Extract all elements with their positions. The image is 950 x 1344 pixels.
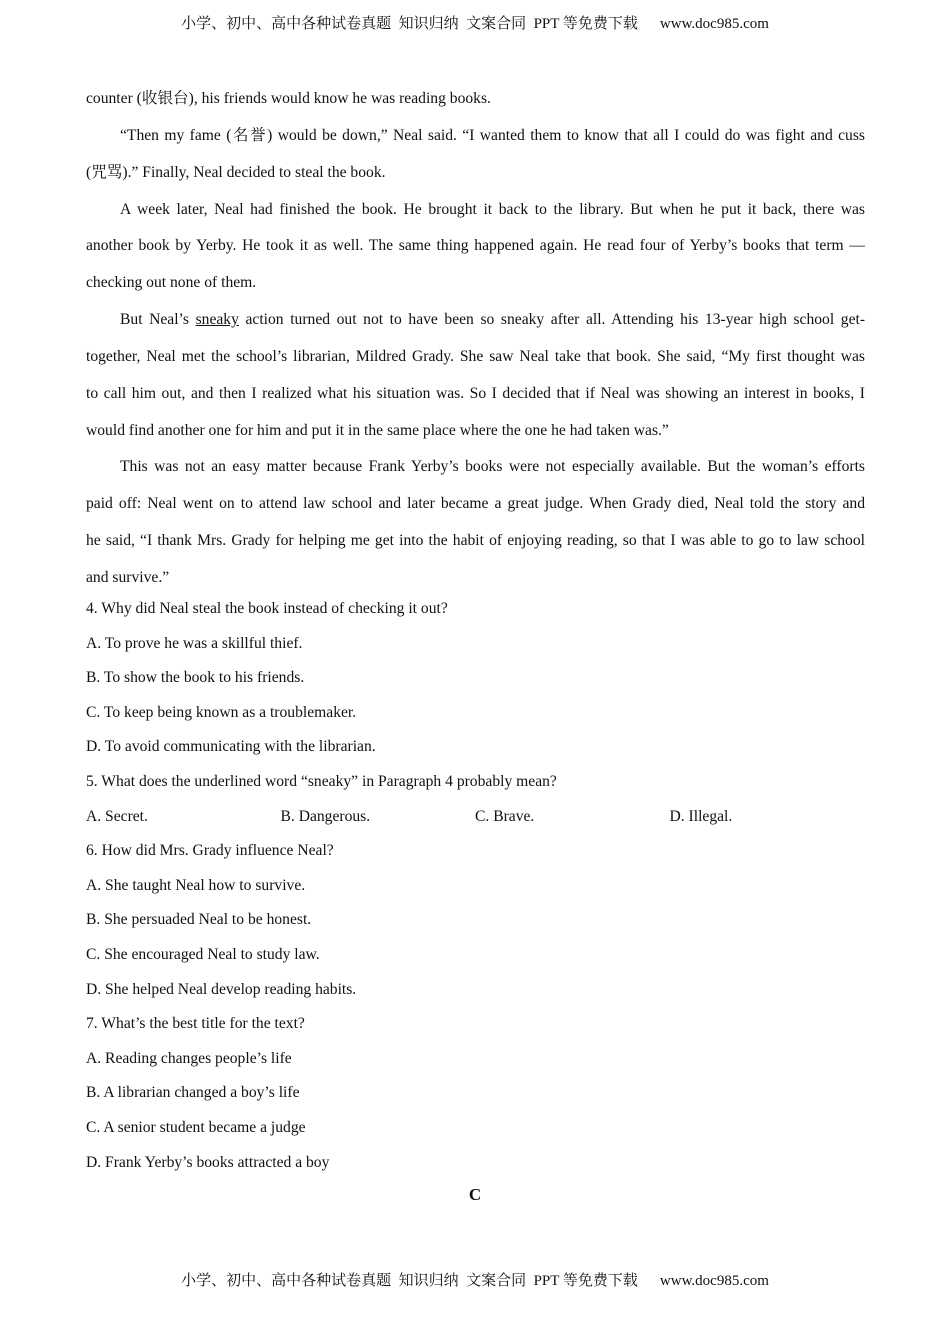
option: C. To keep being known as a troublemaker. <box>86 703 357 721</box>
option: A. Reading changes people’s life <box>86 1049 292 1067</box>
text: But Neal’s <box>120 311 189 329</box>
passage-line: “Then my fame (名誉) would be down,” Neal said. “I wanted them to know that all I could do was fight and cuss <box>120 126 865 144</box>
passage-line: he said, “I thank Mrs. Grady for helping me get into the habit of enjoying reading, so that I was able to go to law school <box>86 532 865 550</box>
passage-line: and survive.” <box>86 568 170 586</box>
option: B. She persuaded Neal to be honest. <box>86 911 312 929</box>
passage-line: would find another one for him and put it in the same place where the one he had taken was.” <box>86 421 669 439</box>
question-stem: 6. How did Mrs. Grady influence Neal? <box>86 842 334 860</box>
option: D. She helped Neal develop reading habits. <box>86 980 357 998</box>
questions <box>86 592 886 1180</box>
option: A. To prove he was a skillful thief. <box>86 634 303 652</box>
footer-text: 小学、初中、高中各种试卷真题 知识归纳 文案合同 PPT 等免费下载 <box>181 1273 638 1289</box>
header-url: www.doc985.com <box>659 16 769 32</box>
option: C. She encouraged Neal to study law. <box>86 945 320 963</box>
underlined-word: sneaky <box>195 311 239 329</box>
passage-line: another book by Yerby. He took it as well. The same thing happened again. He read four of Yerby’s books that term — <box>86 237 865 255</box>
passage-line: counter (收银台), his friends would know he was reading books. <box>86 90 491 107</box>
footer-url: www.doc985.com <box>659 1273 769 1289</box>
passage-line <box>86 302 865 339</box>
option: D. Frank Yerby’s books attracted a boy <box>86 1153 330 1171</box>
option: D. To avoid communicating with the librarian. <box>86 738 376 756</box>
option: D. Illegal. <box>669 807 733 825</box>
passage-line: This was not an easy matter because Frank Yerby’s books were not especially available. But the woman’s efforts <box>120 458 865 476</box>
question-stem: 4. Why did Neal steal the book instead of checking it out? <box>86 600 448 617</box>
option: B. Dangerous. <box>280 807 371 825</box>
option: B. A librarian changed a boy’s life <box>86 1084 300 1102</box>
option: A. Secret. <box>86 807 148 825</box>
option: C. A senior student became a judge <box>86 1118 306 1136</box>
option-row <box>86 800 886 835</box>
page-header <box>0 12 950 33</box>
passage-line: to call him out, and then I realized what his situation was. So I decided that if Neal was showing an interest in books, I <box>86 384 865 402</box>
option: B. To show the book to his friends. <box>86 669 305 687</box>
option: A. She taught Neal how to survive. <box>86 876 306 894</box>
passage-line: A week later, Neal had finished the book. He brought it back to the library. But when he put it back, there was <box>120 200 865 218</box>
passage <box>86 81 865 597</box>
question-stem: 7. What’s the best title for the text? <box>86 1015 305 1033</box>
passage-line: checking out none of them. <box>86 274 257 292</box>
header-text: 小学、初中、高中各种试卷真题 知识归纳 文案合同 PPT 等免费下载 <box>181 16 638 32</box>
section-label: C <box>468 1185 482 1204</box>
passage-line: paid off: Neal went on to attend law school and later became a great judge. When Grady died, Neal told the story and <box>86 495 865 513</box>
passage-line: together, Neal met the school’s librarian, Mildred Grady. She saw Neal take that book. She said, “My first thought was <box>86 347 865 365</box>
option: C. Brave. <box>475 807 535 825</box>
passage-line: (咒骂).” Finally, Neal decided to steal the book. <box>86 163 386 181</box>
question-stem: 5. What does the underlined word “sneaky” in Paragraph 4 probably mean? <box>86 772 557 790</box>
page-footer <box>0 1269 950 1290</box>
text: action turned out not to have been so sneaky after all. Attending his 13-year high school get- <box>245 311 865 329</box>
